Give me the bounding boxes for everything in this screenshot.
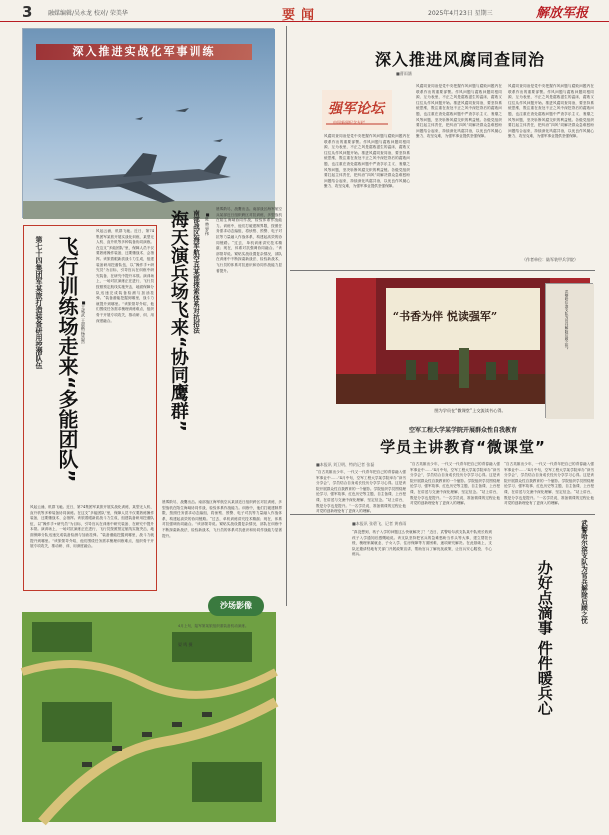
story1-body-cont: 风起云涌，机群飞驰。近日，第74集团军某旅开展实战化训练，某型无人机、直升机等多种装备协同演练。在这支“多能团队”里，保障人员不仅要熟练操作装备，还要懂战术、会指挥。该旅着眼新质战斗力生成，组建装备研用挖潜队伍，以“操作手+研究员”为目标，引导官兵在训练中研究装备、在研究中提升本领。演训场上，一场对抗演练正在进行，飞行员按照预定航线实施突击，地面保障分队迅速完成装备检测与加油挂弹。“装备潜能挖掘到哪里，战斗力就提升到哪里。”该旅领导介绍，他们围绕任务需求梳理训练难点，组织骨干开展专项攻关，推动研、训、用深度融合。 — [30, 505, 154, 549]
story2-body-cont: 晨雾散尽，战鹰出击。南部战区海军航空兵某部近日组织跨区对抗训练，多型战机在陌生海域协同作战，检验体系作战能力。训练中，他们打破建制界限，按照任务需求动态编组，将侦察、预警、电子对抗等力量融入作战体系，构建起高效的协同链路。“过去，单机训练讲究技术精湛；现在，体系对抗强调协同融合。”该部领导说。紧贴实战设置复杂情况，部队在训练中不断探索新战法、检验新战术，飞行员的体系对抗意识和协同作战能力显著提升。 — [162, 500, 282, 538]
story1-byline: ■王威武 王晨楷 杨浩然 — [81, 300, 86, 344]
story4-body: “真没想到，孩子入学的问题这么快就解决了！”近日，武警哈尔滨支队某中队班长收到孩子入学通知后感慨地说。该支队坚持把官兵的急难愁盼当作头等大事，建立帮扶台账，梳理家属就业、子女入学、住房保障等方面困难，逐项研究解决。在此基础上，支队还邀请驻地有关部门开展政策宣讲，帮助官兵了解优抚政策，让官兵安心服役、专心练兵。 — [352, 530, 492, 557]
story3-body-col1: “自古英雄出少年，一代又一代青年把自己的青春融入强军事业中……”4月中旬，空军工程大学某学院举办“读书分享会”，学员结合自身成长经历分享学习心得。这是该院开展群众性自我教育的一个缩影。学院组织学员围绕理论学习、强军故事、红色历史等主题，自主备课、上台授课，在讲述与交流中深化理解、坚定信念。“站上讲台，既是分享也是提升。”一名学员说，准备微课的过程让他对党的创新理论有了更深入的理解。 — [316, 470, 406, 514]
story4-subtitle: 武警哈尔滨支队为官兵解除后顾之忧 — [580, 520, 588, 624]
story3-body-col2: “自古英雄出少年，一代又一代青年把自己的青春融入强军事业中……”4月中旬，空军工程大学某学院举办“读书分享会”，学员结合自身成长经历分享学习心得。这是该院开展群众性自我教育的一个缩影。学院组织学员围绕理论学习、强军故事、红色历史等主题，自主备课、上台授课，在讲述与交流中深化理解、坚定信念。“站上讲台，既是分享也是提升。”一名学员说，准备微课的过程让他对党的创新理论有了更深入的理解。 — [410, 462, 500, 506]
story3-byline: ■本报讯 刘卫明、特约记者 张磊 — [316, 462, 375, 467]
event-banner-text: “书香为伴 悦读强军” — [392, 310, 498, 323]
feature-caption: 4月上旬，陆军第某旅组织重装备机动演练。 — [178, 624, 249, 628]
editorial-body-col3: 风腐同查同治是党中央把握作风问题与腐败问题内在联系作出的重要部署。作风问题与腐败问题同根同源、互为表里，不正之风是腐败滋生的温床，腐败又往往从作风问题开始。推进风腐同查同治，要坚持系统思维，既注重在查处不正之风中深挖背后的腐败问题，也注重在查处腐败问题中严查享乐主义、奢靡之风等问题，坚决斩断风腐交织的利益链。各级党组织要扛起主体责任，把纠治“四风”同解决群众急难愁盼问题结合起来，持续深化风腐共治，以优良作风凝心聚力、攻坚克难，为强军事业提供坚强保障。 — [508, 84, 594, 139]
story2-subtitle: 南部战区海军航空兵某部探索体系对抗招法 — [192, 210, 200, 334]
banner-title: 深入推进实战化军事训练 — [36, 44, 252, 60]
feature-photo — [22, 612, 276, 822]
section-divider — [290, 270, 595, 271]
editorial-signoff: （作者单位：陆军装甲兵学院） — [522, 257, 578, 262]
editorial-body-col1: 风腐同查同治是党中央把握作风问题与腐败问题内在联系作出的重要部署。作风问题与腐败问题同根同源、互为表里，不正之风是腐败滋生的温床，腐败又往往从作风问题开始。推进风腐同查同治，要坚持系统思维，既注重在查处不正之风中深挖背后的腐败问题，也注重在查处腐败问题中严查享乐主义、奢靡之风等问题，坚决斩断风腐交织的利益链。各级党组织要扛起主体责任，把纠治“四风”同解决群众急难愁盼问题结合起来，持续深化风腐共治，以优良作风凝心聚力、攻坚克难，为强军事业提供坚强保障。 — [324, 134, 410, 189]
section-title: 要闻 — [282, 8, 321, 23]
story4-headline: 办好点滴事 件件暖兵心 — [535, 560, 554, 716]
story1-headline: 飞行训练场走来“多能团队” — [55, 236, 79, 483]
story2-body: 晨雾散尽，战鹰出击。南部战区海军航空兵某部近日组织跨区对抗训练，多型战机在陌生海域协同作战，检验体系作战能力。训练中，他们打破建制界限，按照任务需求动态编组，将侦察、预警、电子对抗等力量融入作战体系，构建起高效的协同链路。“过去，单机训练讲究技术精湛；现在，体系对抗强调协同融合。”该部领导说。紧贴实战设置复杂情况，部队在训练中不断探索新战法、检验新战术，飞行员的体系对抗意识和协同作战能力显著提升。 — [216, 207, 282, 273]
story3-headline: 学员主讲教育“微课堂” — [380, 438, 546, 456]
photo-caption: 图为学员在“微课堂”上交流读书心得。 — [434, 408, 506, 413]
story2-headline: 海天演兵场飞来“协同鹰群” — [167, 210, 189, 432]
column-divider — [286, 26, 287, 606]
page-header — [0, 0, 609, 22]
forum-subtitle: 中国新闻纪念专栏 — [333, 120, 365, 125]
story3-subtitle: 空军工程大学某学院开展群众性自我教育 — [408, 427, 517, 434]
page-number: 3 — [22, 3, 33, 21]
header-meta: 融媒编辑/吴永龙 校对/ 荣美华 — [48, 10, 128, 17]
story1-body: 风起云涌，机群飞驰。近日，第74集团军某旅开展实战化训练，某型无人机、直升机等多种装备协同演练。在这支“多能团队”里，保障人员不仅要熟练操作装备，还要懂战术、会指挥。该旅着眼新质战斗力生成，组建装备研用挖潜队伍，以“操作手+研究员”为目标，引导官兵在训练中研究装备、在研究中提升本领。演训场上，一场对抗演练正在进行，飞行员按照预定航线实施突击，地面保障分队迅速完成装备检测与加油挂弹。“装备潜能挖掘到哪里，战斗力就提升到哪里。”该旅领导介绍，他们围绕任务需求梳理训练难点，组织骨干开展专项攻关，推动研、训、用深度融合。 — [96, 229, 154, 323]
editorial-title: 深入推进风腐同查同治 — [374, 50, 545, 69]
story2-byline: ■陈 赞 罗伟 — [205, 212, 210, 236]
editorial-byline: ■曹雨涵 — [396, 71, 412, 76]
forum-name: 强军论坛 — [328, 101, 384, 117]
story1-subtitle: 第七十四集团军某旅打造装备研用挖潜队伍 — [35, 236, 43, 369]
newspaper-logo: 解放军报 — [536, 6, 589, 21]
side-photo-caption: 武警哈尔滨支队为官兵解除后顾之忧。 — [565, 290, 569, 352]
feature-badge: 沙场影像 — [208, 596, 264, 616]
story4-byline: ■本报讯 张碧飞、记者 黄春雨 — [352, 521, 407, 526]
story3-body-col3: “自古英雄出少年，一代又一代青年把自己的青春融入强军事业中……”4月中旬，空军工程大学某学院举办“读书分享会”，学员结合自身成长经历分享学习心得。这是该院开展群众性自我教育的一个缩影。学院组织学员围绕理论学习、强军故事、红色历史等主题，自主备课、上台授课，在讲述与交流中深化理解、坚定信念。“站上讲台，既是分享也是提升。”一名学员说，准备微课的过程让他对党的创新理论有了更深入的理解。 — [504, 462, 594, 506]
editorial-body-col2: 风腐同查同治是党中央把握作风问题与腐败问题内在联系作出的重要部署。作风问题与腐败问题同根同源、互为表里，不正之风是腐败滋生的温床，腐败又往往从作风问题开始。推进风腐同查同治，要坚持系统思维，既注重在查处不正之风中深挖背后的腐败问题，也注重在查处腐败问题中严查享乐主义、奢靡之风等问题，坚决斩断风腐交织的利益链。各级党组织要扛起主体责任，把纠治“四风”同解决群众急难愁盼问题结合起来，持续深化风腐共治，以优良作风凝心聚力、攻坚克难，为强军事业提供坚强保障。 — [416, 84, 502, 139]
issue-date: 2025年4月23日 星期三 — [428, 10, 493, 17]
feature-credit: 晏 鸣 摄 — [178, 642, 193, 647]
